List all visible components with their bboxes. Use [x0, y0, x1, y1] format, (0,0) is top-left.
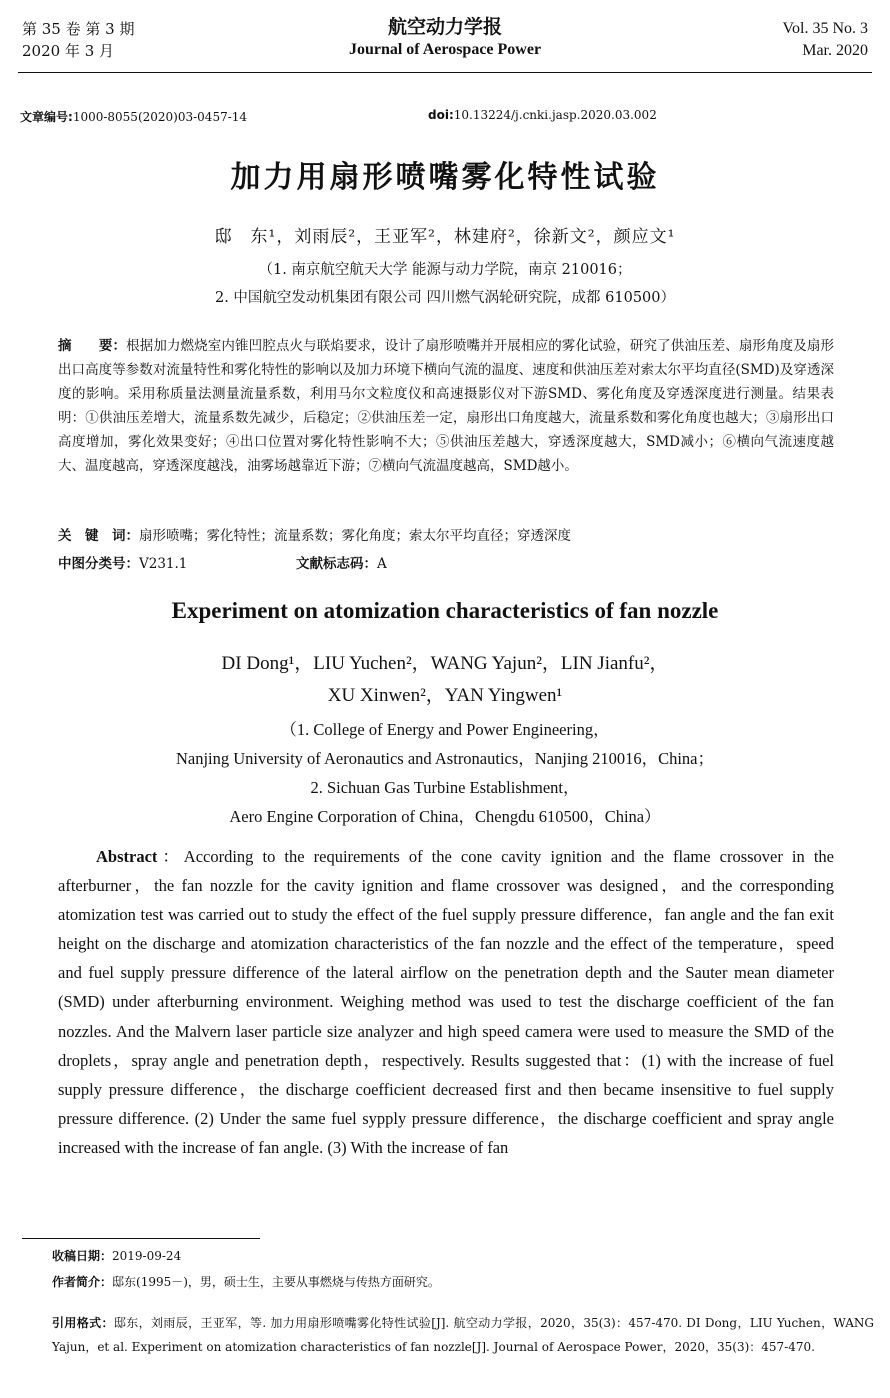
abstract-en-label: Abstract [96, 847, 158, 866]
volume-issue-en: Vol. 35 No. 3 [782, 20, 868, 37]
article-number-label: 文章编号: [20, 110, 73, 124]
article-number-value: 1000-8055(2020)03-0457-14 [72, 110, 248, 124]
received-label: 收稿日期： [52, 1249, 113, 1263]
journal-name-cn: 航空动力学报 [387, 16, 502, 38]
header-divider [18, 72, 872, 73]
affiliation-en-3: 2. Sichuan Gas Turbine Establishment， [310, 778, 580, 797]
affiliation-en-4: Aero Engine Corporation of China，Chengdu 610500，China） [229, 807, 661, 826]
doi-value: 10.13224/j.cnki.jasp.2020.03.002 [453, 108, 657, 122]
citation-text: 邸东，刘雨辰，王亚军，等. 加力用扇形喷嘴雾化特性试验[J]. 航空动力学报，2020，35(3)：457-470. DI Dong，LIU Yuchen，WANG Yajun，et al. Experiment on atomization characteristics of fan nozzle[J]. Journal of Aerospace Power，2020，35(3)：457-470. [52, 1316, 874, 1354]
date-en: Mar. 2020 [802, 42, 868, 59]
received-date [52, 1248, 181, 1264]
abstract-cn-text: 根据加力燃烧室内锥凹腔点火与联焰要求，设计了扇形喷嘴并开展相应的雾化试验，研究了供油压差、扇形角度及扇形出口高度等参数对流量特性和雾化特性的影响以及加力环境下横向气流的温度、速度和供油压差对索太尔平均直径(SMD)及穿透深度的影响。采用称质量法测量流量系数，利用马尔文粒度仪和高速摄影仪对下游SMD、雾化角度及穿透深度进行测量。结果表明：①供油压差增大，流量系数先减少，后稳定；②供油压差一定，扇形出口角度越大，流量系数和雾化角度也越大；③扇形出口高度增加，雾化效果变好；④出口位置对雾化特性影响不大；⑤供油压差越大，穿透深度越大，SMD减小；⑥横向气流速度越大、温度越高，穿透深度越浅，油雾场越靠近下游；⑦横向气流温度越高，SMD越小。 [58, 338, 835, 474]
title-en: Experiment on atomization characteristics of fan nozzle [171, 598, 719, 623]
running-header-right [783, 18, 869, 62]
authors-en-line-1: DI Dong¹，LIU Yuchen²，WANG Yajun²，LIN Jianfu²， [221, 653, 669, 674]
classification-number [58, 552, 187, 572]
abstract-cn [58, 334, 834, 478]
doi [428, 108, 657, 122]
document-code-label: 文献标志码： [296, 556, 377, 572]
abstract-en-text: ：According to the requirements of the cone cavity ignition and the flame crossover in the afterburner，the fan nozzle for the cavity ignition and flame crossover was designed，and the corresponding atomization test was carried out to study the effect of the fuel supply pressure difference，fan angle and the fan exit height on the discharge and atomization characteristics of the fan nozzle and the effect of the temperature，speed and fuel supply pressure difference of the lateral airflow on the penetration depth and the Sauter mean diameter (SMD) under afterburning environment. Weighing method was used to test the discharge coefficient of the fan nozzles. And the Malvern laser particle size analyzer and high speed camera were used to measure the SMD of the droplets，spray angle and penetration depth，respectively. Results suggested that：(1) with the increase of fuel supply pressure difference，the discharge coefficient decreased first and then became insensitive to fuel supply pressure difference. (2) Under the same fuel sypply pressure difference，the discharge coefficient and spray angle increased with the increase of fan angle. (3) With the increase of fan [58, 847, 834, 1157]
affiliation-cn-1: （1. 南京航空航天大学 能源与动力学院，南京 210016； [258, 262, 632, 278]
journal-name-en: Journal of Aerospace Power [348, 41, 542, 58]
classification-value: V231.1 [139, 556, 188, 572]
citation-format [52, 1311, 874, 1359]
keywords-cn [58, 524, 571, 544]
date-cn: 2020 年 3 月 [22, 42, 115, 60]
authors-cn: 邸 东¹，刘雨辰²，王亚军²，林建府²，徐新文²，颜应文¹ [214, 227, 676, 247]
citation-label: 引用格式： [52, 1316, 114, 1330]
bio-text: 邸东(1995－)，男，硕士生，主要从事燃烧与传热方面研究。 [112, 1275, 440, 1289]
keywords-text: 扇形喷嘴；雾化特性；流量系数；雾化角度；索太尔平均直径；穿透深度 [139, 528, 571, 544]
article-number [20, 108, 247, 125]
received-value: 2019-09-24 [112, 1249, 182, 1263]
volume-issue-cn: 第 35 卷 第 3 期 [22, 20, 135, 38]
bio-label: 作者简介： [52, 1275, 113, 1289]
affiliation-cn-2: 2. 中国航空发动机集团有限公司 四川燃气涡轮研究院，成都 610500） [214, 290, 675, 306]
affiliation-en-2: Nanjing University of Aeronautics and Astronautics，Nanjing 210016，China； [175, 749, 714, 768]
abstract-en [58, 842, 834, 1162]
authors-en-line-2: XU Xinwen²，YAN Yingwen¹ [327, 685, 563, 706]
author-bio [52, 1274, 440, 1290]
running-header-center [0, 14, 890, 60]
classification-label: 中图分类号： [58, 556, 139, 572]
doi-label: doi: [428, 108, 454, 122]
document-code [296, 552, 387, 572]
keywords-label: 关 键 词： [58, 528, 139, 544]
title-cn: 加力用扇形喷嘴雾化特性试验 [230, 160, 660, 195]
document-code-value: A [377, 556, 387, 572]
affiliation-en-1: （1. College of Energy and Power Engineering， [280, 720, 610, 739]
abstract-cn-label: 摘 要： [58, 338, 127, 354]
footnote-divider [22, 1238, 260, 1239]
